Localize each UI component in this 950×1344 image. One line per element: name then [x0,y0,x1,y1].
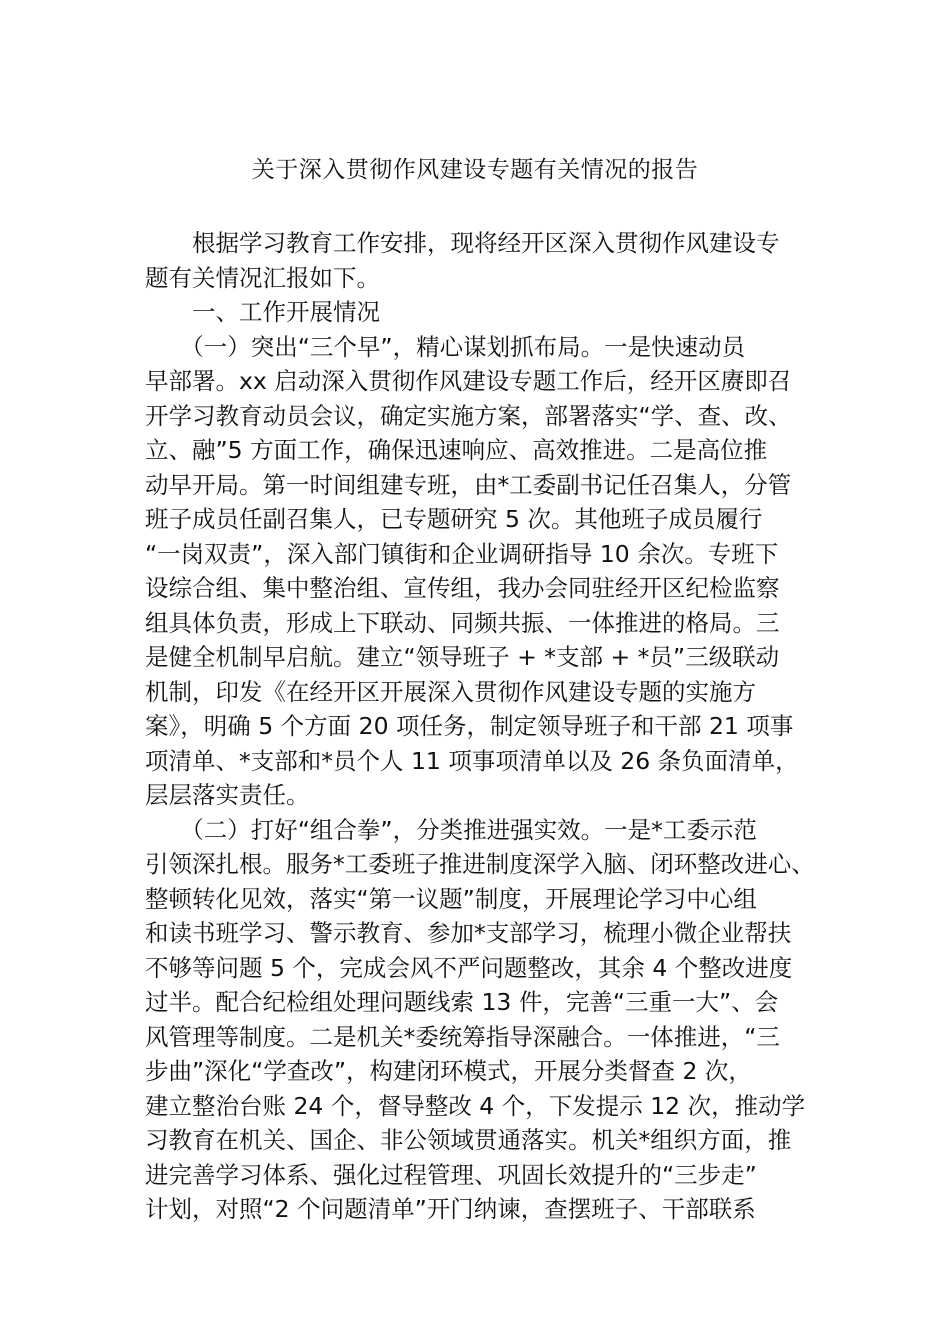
paragraph-line: 过半。配合纪检组处理问题线索 13 件，完善“三重一大”、会 [145,988,779,1016]
paragraph-line: 进完善学习体系、强化过程管理、巩固长效提升的“三步走” [145,1160,757,1189]
paragraph-line: 开学习教育动员会议，确定实施方案，部署落实“学、查、改、 [145,401,792,430]
paragraph-line: 层层落实责任。 [145,781,310,809]
paragraph-line: 和读书班学习、警示教育、参加*支部学习，梳理小微企业帮扶 [145,919,792,947]
paragraph-line: 习教育在机关、国企、非公领域贯通落实。机关*组织方面，推 [145,1126,792,1154]
paragraph-line: 根据学习教育工作安排，现将经开区深入贯彻作风建设专 [145,229,780,257]
paragraph-line: 是健全机制早启航。建立“领导班子 + *支部 + *员”三级联动 [145,643,780,671]
paragraph-line: 动早开局。第一时间组建专班，由*工委副书记任召集人，分管 [145,470,792,499]
paragraph-line: 设综合组、集中整治组、宣传组，我办会同驻经开区纪检监察 [145,574,780,602]
paragraph-line: 整顿转化见效，落实“第一议题”制度，开展理论学习中心组 [145,884,757,913]
paragraph-line: 项清单、*支部和*员个人 11 项事项清单以及 26 条负面清单， [145,746,799,775]
paragraph-line: （二）打好“组合拳”，分类推进强实效。一是*工委示范 [145,815,757,844]
paragraph-line: 计划，对照“2 个问题清单”开门纳谏，查摆班子、干部联系 [145,1195,756,1223]
paragraph-line: 风管理等制度。二是机关*委统筹指导深融合。一体推进，“三 [145,1022,780,1051]
document-title: 关于深入贯彻作风建设专题有关情况的报告 [251,157,699,183]
paragraph-line: 不够等问题 5 个，完成会风不严问题整改，其余 4 个整改进度 [145,953,793,982]
paragraph-line: （一）突出“三个早”，精心谋划抓布局。一是快速动员 [145,332,746,361]
paragraph-line: 组具体负责，形成上下联动、同频共振、一体推进的格局。三 [145,608,780,637]
paragraph-line: 建立整治台账 24 个，督导整改 4 个，下发提示 12 次，推动学 [145,1091,806,1120]
document-body [145,226,815,1227]
paragraph-line: 一、工作开展情况 [145,298,380,326]
paragraph-line: 题有关情况汇报如下。 [145,263,380,292]
paragraph-line: 班子成员任副召集人，已专题研究 5 次。其他班子成员履行 [145,505,763,533]
paragraph-line: 早部署。xx 启动深入贯彻作风建设专题工作后，经开区赓即召 [145,367,792,395]
paragraph-line: 立、融”5 方面工作，确保迅速响应、高效推进。二是高位推 [145,436,768,464]
paragraph-line: 机制，印发《在经开区开展深入贯彻作风建设专题的实施方 [145,677,756,706]
paragraph-line: 案》，明确 5 个方面 20 项任务，制定领导班子和干部 21 项事 [145,712,794,740]
paragraph-line: “一岗双责”，深入部门镇街和企业调研指导 10 余次。专班下 [145,539,779,568]
paragraph-line: 引领深扎根。服务*工委班子推进制度深学入脑、闭环整改进心、 [145,850,815,878]
paragraph-line: 步曲”深化“学查改”，构建闭环模式，开展分类督查 2 次， [145,1057,752,1085]
